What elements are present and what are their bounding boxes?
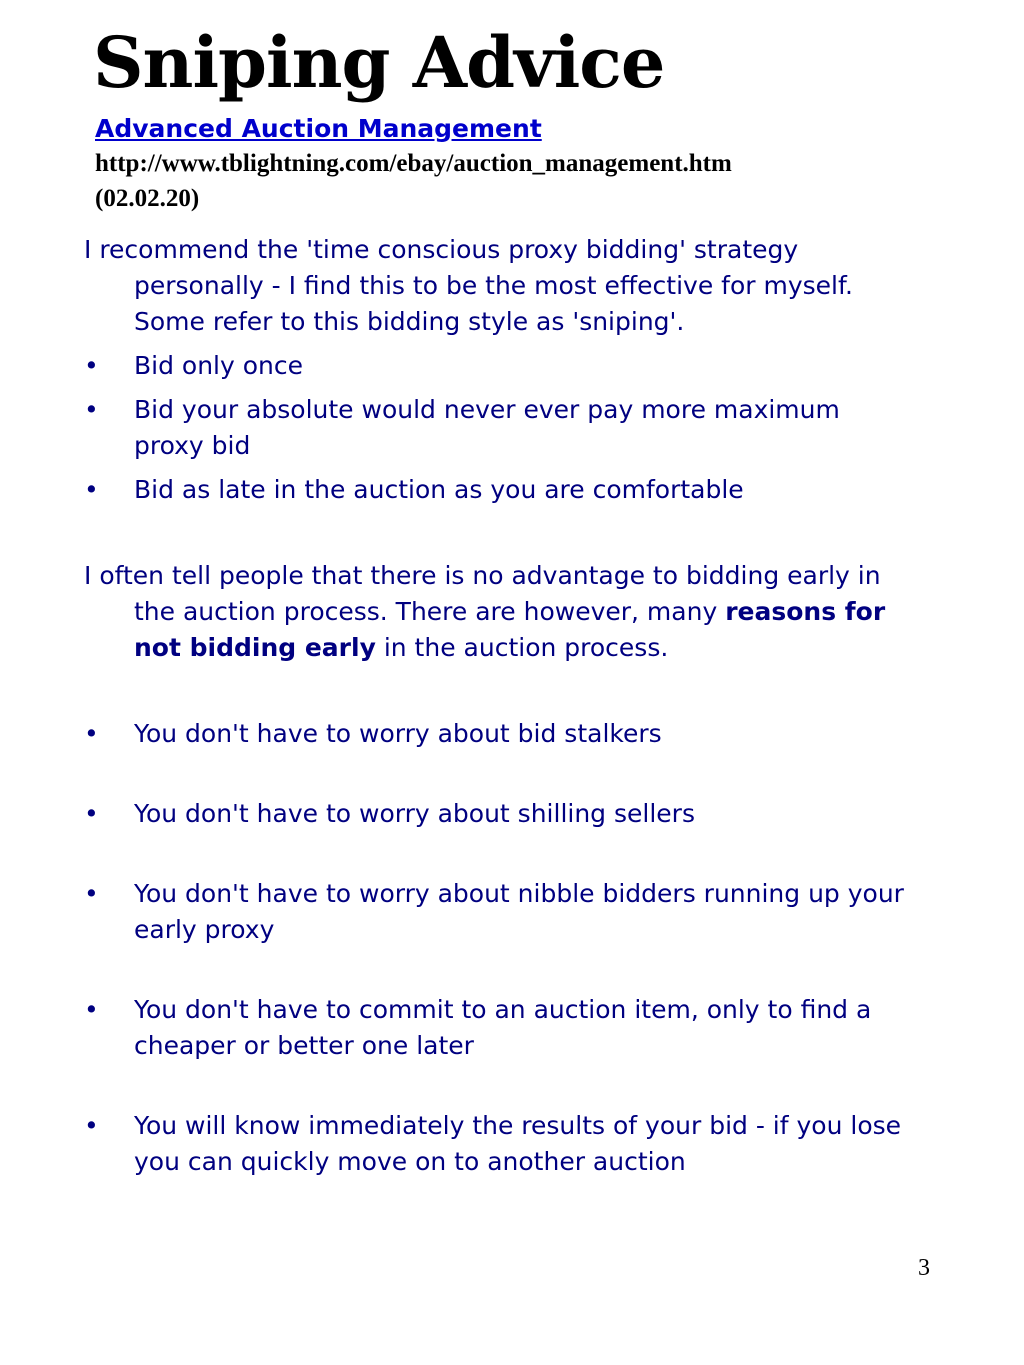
list-item-text: You will know immediately the results of your bid - if you lose you can quickly move on to another auction	[134, 1111, 902, 1176]
list-item	[84, 796, 914, 832]
list-item-text: You don't have to worry about bid stalkers	[134, 719, 662, 748]
bullet-icon: •	[84, 995, 99, 1024]
list-item-text: Bid as late in the auction as you are comfortable	[134, 475, 744, 504]
source-block	[95, 112, 995, 216]
bullet-icon: •	[84, 879, 99, 908]
bullet-icon: •	[84, 475, 99, 504]
reasons-text-before: I often tell people that there is no advantage to bidding early in the auction process. There are however, many	[84, 561, 881, 626]
bullet-icon: •	[84, 719, 99, 748]
source-url: http://www.tblightning.com/ebay/auction_management.htm	[95, 150, 732, 177]
list-item-text: You don't have to worry about nibble bidders running up your early proxy	[134, 879, 904, 944]
intro-text: I recommend the 'time conscious proxy bidding' strategy personally - I find this to be the most effective for myself. Some refer to this bidding style as 'sniping'.	[84, 235, 853, 336]
intro-paragraph	[84, 232, 914, 340]
list-item	[84, 472, 914, 508]
list-item	[84, 716, 914, 752]
list-item-text: Bid only once	[134, 351, 304, 380]
list-item	[84, 1108, 914, 1180]
source-date: (02.02.20)	[95, 185, 200, 212]
slide-title: Sniping Advice	[93, 21, 665, 104]
list-item	[84, 876, 914, 948]
bullet-icon: •	[84, 351, 99, 380]
page-number: 3	[918, 1255, 930, 1281]
list-item	[84, 992, 914, 1064]
list-item-text: Bid your absolute would never ever pay more maximum proxy bid	[134, 395, 840, 460]
list-item	[84, 392, 914, 464]
list-item-text: You don't have to worry about shilling sellers	[134, 799, 695, 828]
bullet-icon: •	[84, 799, 99, 828]
list-item-text: You don't have to commit to an auction item, only to find a cheaper or better one later	[134, 995, 872, 1060]
slide-body	[84, 232, 914, 1224]
strategy-list	[84, 348, 914, 508]
reasons-text-after: in the auction process.	[375, 633, 669, 662]
bullet-icon: •	[84, 1111, 99, 1140]
list-item	[84, 348, 914, 384]
source-link[interactable]: Advanced Auction Management	[95, 114, 542, 143]
reasons-emphasis: reasons for not bidding early	[134, 597, 886, 662]
reasons-list	[84, 716, 914, 1180]
reasons-paragraph	[84, 558, 914, 666]
bullet-icon: •	[84, 395, 99, 424]
